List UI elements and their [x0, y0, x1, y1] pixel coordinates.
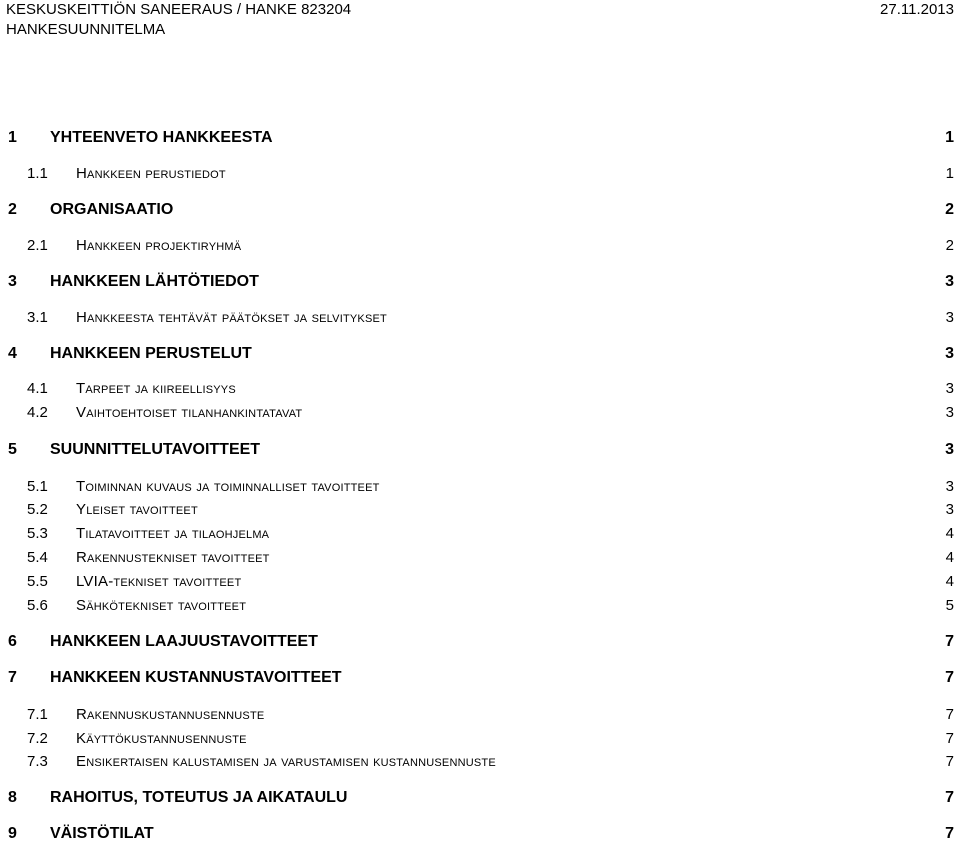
toc-entry-page: 7: [945, 633, 954, 650]
toc-entry-title: Hankkeen projektiryhmä: [76, 237, 242, 254]
toc-entry-number: 7.3: [27, 753, 48, 770]
toc-entry-4-1[interactable]: [27, 379, 954, 399]
toc-entry-2-1[interactable]: [27, 236, 954, 256]
toc-entry-number: 3.1: [27, 309, 48, 326]
toc-entry-title: Sähkötekniset tavoitteet: [76, 597, 247, 614]
toc-entry-page: 7: [945, 669, 954, 686]
toc-entry-page: 1: [945, 129, 954, 146]
toc-entry-8[interactable]: [8, 788, 954, 808]
toc-entry-page: 3: [945, 309, 954, 326]
toc-entry-number: 2: [8, 201, 17, 218]
toc-entry-title: YHTEENVETO HANKKEESTA: [50, 129, 273, 146]
toc-entry-title: HANKKEEN PERUSTELUT: [50, 345, 252, 362]
toc-entry-number: 7.2: [27, 730, 48, 747]
toc-entry-number: 5: [8, 441, 17, 458]
toc-entry-page: 3: [945, 380, 954, 397]
toc-entry-number: 1.1: [27, 165, 48, 182]
toc-entry-5-2[interactable]: [27, 500, 954, 520]
toc-entry-title: HANKKEEN KUSTANNUSTAVOITTEET: [50, 669, 342, 686]
toc-entry-number: 1: [8, 129, 17, 146]
toc-entry-number: 5.2: [27, 501, 48, 518]
toc-entry-title: Vaihtoehtoiset tilanhankintatavat: [76, 404, 303, 421]
toc-entry-4[interactable]: [8, 344, 954, 364]
toc-entry-number: 4.1: [27, 380, 48, 397]
toc-entry-page: 7: [945, 753, 954, 770]
document-subtitle: HANKESUUNNITELMA: [6, 21, 166, 38]
toc-entry-page: 4: [945, 549, 954, 566]
toc-entry-title: HANKKEEN LAAJUUSTAVOITTEET: [50, 633, 318, 650]
toc-entry-page: 7: [945, 730, 954, 747]
toc-entry-page: 5: [945, 597, 954, 614]
toc-entry-5-3[interactable]: [27, 524, 954, 544]
toc-entry-title: Rakennuskustannusennuste: [76, 706, 265, 723]
toc-entry-title: ORGANISAATIO: [50, 201, 174, 218]
toc-entry-page: 7: [945, 825, 954, 842]
toc-entry-page: 2: [945, 237, 954, 254]
toc-entry-title: Ensikertaisen kalustamisen ja varustamisen kustannusennuste: [76, 753, 496, 770]
toc-entry-title: Tilatavoitteet ja tilaohjelma: [76, 525, 270, 542]
toc-entry-title: Tarpeet ja kiireellisyys: [76, 380, 236, 397]
toc-entry-title: Hankkeesta tehtävät päätökset ja selvitykset: [76, 309, 387, 326]
toc-entry-number: 7: [8, 669, 17, 686]
toc-entry-title: Hankkeen perustiedot: [76, 165, 226, 182]
toc-entry-3-1[interactable]: [27, 308, 954, 328]
toc-entry-number: 5.5: [27, 573, 48, 590]
toc-entry-number: 4: [8, 345, 17, 362]
toc-entry-number: 8: [8, 789, 17, 806]
toc-entry-title: Käyttökustannusennuste: [76, 730, 247, 747]
toc-entry-6[interactable]: [8, 632, 954, 652]
toc-entry-number: 5.4: [27, 549, 48, 566]
toc-entry-page: 7: [945, 789, 954, 806]
toc-entry-4-2[interactable]: [27, 403, 954, 423]
toc-entry-2[interactable]: [8, 200, 954, 220]
toc-entry-1-1[interactable]: [27, 164, 954, 184]
toc-entry-5-6[interactable]: [27, 596, 954, 616]
toc-entry-title: VÄISTÖTILAT: [50, 825, 154, 842]
toc-entry-number: 7.1: [27, 706, 48, 723]
toc-entry-7[interactable]: [8, 668, 954, 688]
toc-entry-number: 9: [8, 825, 17, 842]
toc-entry-number: 4.2: [27, 404, 48, 421]
toc-entry-7-3[interactable]: [27, 752, 954, 772]
toc-entry-page: 3: [945, 273, 954, 290]
toc-entry-page: 3: [945, 441, 954, 458]
toc-entry-number: 3: [8, 273, 17, 290]
toc-entry-number: 2.1: [27, 237, 48, 254]
toc-entry-7-2[interactable]: [27, 729, 954, 749]
toc-entry-5-4[interactable]: [27, 548, 954, 568]
toc-entry-number: 5.6: [27, 597, 48, 614]
toc-entry-number: 6: [8, 633, 17, 650]
toc-entry-7-1[interactable]: [27, 705, 954, 725]
toc-entry-number: 5.1: [27, 478, 48, 495]
toc-entry-page: 4: [945, 573, 954, 590]
document-date: 27.11.2013: [880, 1, 954, 18]
toc-entry-page: 2: [945, 201, 954, 218]
toc-entry-page: 3: [945, 478, 954, 495]
toc-entry-title: HANKKEEN LÄHTÖTIEDOT: [50, 273, 259, 290]
toc-entry-5-1[interactable]: [27, 477, 954, 497]
toc-entry-page: 4: [945, 525, 954, 542]
toc-entry-number: 5.3: [27, 525, 48, 542]
toc-entry-1[interactable]: [8, 128, 954, 148]
toc-entry-page: 7: [945, 706, 954, 723]
toc-entry-title: LVIA-tekniset tavoitteet: [76, 573, 242, 590]
toc-entry-title: SUUNNITTELUTAVOITTEET: [50, 441, 261, 458]
toc-entry-page: 3: [945, 404, 954, 421]
toc-entry-title: Yleiset tavoitteet: [76, 501, 198, 518]
toc-entry-9[interactable]: [8, 824, 954, 844]
toc-entry-page: 3: [945, 345, 954, 362]
toc-entry-3[interactable]: [8, 272, 954, 292]
toc-entry-title: Rakennustekniset tavoitteet: [76, 549, 270, 566]
toc-entry-page: 3: [945, 501, 954, 518]
toc-entry-page: 1: [945, 165, 954, 182]
toc-entry-title: Toiminnan kuvaus ja toiminnalliset tavoitteet: [76, 478, 380, 495]
project-title: KESKUSKEITTIÖN SANEERAUS / HANKE 823204: [6, 1, 352, 18]
toc-entry-5[interactable]: [8, 440, 954, 460]
toc-entry-5-5[interactable]: [27, 572, 954, 592]
toc-entry-title: RAHOITUS, TOTEUTUS JA AIKATAULU: [50, 789, 348, 806]
